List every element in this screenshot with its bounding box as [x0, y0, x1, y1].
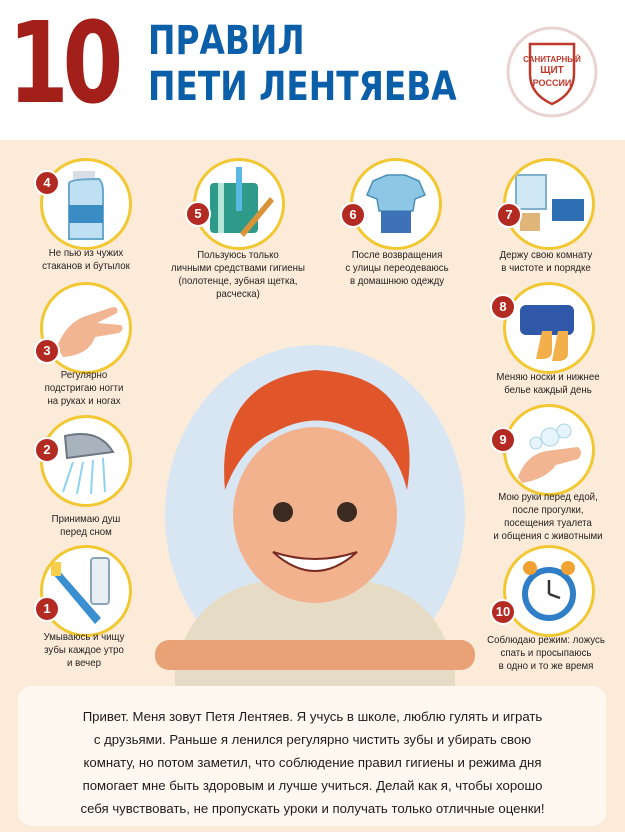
rule-3-number: 3 — [34, 338, 60, 364]
rule-9-number: 9 — [490, 427, 516, 453]
toothbrush-icon — [43, 548, 129, 634]
title-line-2: ПЕТИ ЛЕНТЯЕВА — [148, 64, 457, 110]
rule-6-icon-circle — [350, 158, 442, 250]
boy-illustration — [155, 340, 475, 700]
shower-icon — [43, 418, 129, 504]
badge-line-2: ЩИТ — [540, 65, 564, 76]
intro-line: с друзьями. Раньше я ленился регулярно чистить зубы и убирать свою — [93, 732, 532, 747]
header — [0, 0, 625, 140]
alarm-clock-icon — [506, 548, 592, 634]
rule-6-caption: После возвращения с улицы переодеваюсь в домашнюю одежду — [345, 249, 449, 287]
rule-8-caption: Меняю носки и нижнее белье каждый день — [496, 371, 600, 396]
rule-9-icon-circle — [503, 404, 595, 496]
socks-icon — [506, 285, 592, 371]
boy-portrait — [155, 340, 475, 700]
intro-line: Привет. Меня зовут Петя Лентяев. Я учусь в школе, люблю гулять и играть — [82, 709, 543, 724]
rule-6-number: 6 — [340, 202, 366, 228]
rule-1-icon-circle — [40, 545, 132, 637]
rule-3-caption: Регулярно подстригаю ногти на руках и ногах — [44, 369, 124, 407]
rule-5-caption: Пользуюсь только личными средствами гигиены (полотенце, зубная щетка, расческа) — [171, 249, 305, 300]
intro-line: помогает мне быть здоровым и лучше учиться. Делай как я, чтобы хорошо — [82, 778, 543, 793]
rule-10-icon-circle — [503, 545, 595, 637]
intro-line: себя чувствовать, не пропускать уроки и получать только отличные оценки! — [80, 801, 545, 816]
wash-hands-icon — [506, 407, 592, 493]
page-title — [148, 18, 457, 110]
badge-line-1: САНИТАРНЫЙ — [523, 55, 581, 64]
rule-1-number: 1 — [34, 596, 60, 622]
rule-1-caption: Умываюсь и чищу зубы каждое утро и вечер — [43, 631, 125, 669]
rule-4-caption: Не пью из чужих стаканов и бутылок — [42, 247, 130, 272]
rule-8-icon-circle — [503, 282, 595, 374]
rule-4-number: 4 — [34, 170, 60, 196]
badge-line-3: РОССИИ — [532, 78, 572, 88]
rule-8-number: 8 — [490, 294, 516, 320]
rule-7-caption: Держу свою комнату в чистоте и порядке — [499, 249, 593, 274]
rule-10-caption: Соблюдаю режим: ложусь спать и просыпаюсь в одно и то же время — [487, 634, 605, 672]
rule-9-caption: Мою руки перед едой, после прогулки, посещения туалета и общения с животными — [493, 491, 603, 542]
room-icon — [506, 161, 592, 247]
rule-10-number: 10 — [490, 599, 516, 625]
intro-line: комнату, но потом заметил, что соблюдение правил гигиены и режима дня — [83, 755, 542, 770]
title-line-1: ПРАВИЛ — [148, 18, 305, 64]
title-number: 10 — [8, 0, 118, 129]
clothes-icon — [353, 161, 439, 247]
rule-2-caption: Принимаю душ перед сном — [51, 513, 121, 538]
intro-text — [30, 705, 595, 820]
rule-2-number: 2 — [34, 437, 60, 463]
towel-brush-icon — [196, 161, 282, 247]
rule-7-number: 7 — [496, 202, 522, 228]
shield-logo — [500, 22, 604, 122]
rule-5-number: 5 — [185, 201, 211, 227]
